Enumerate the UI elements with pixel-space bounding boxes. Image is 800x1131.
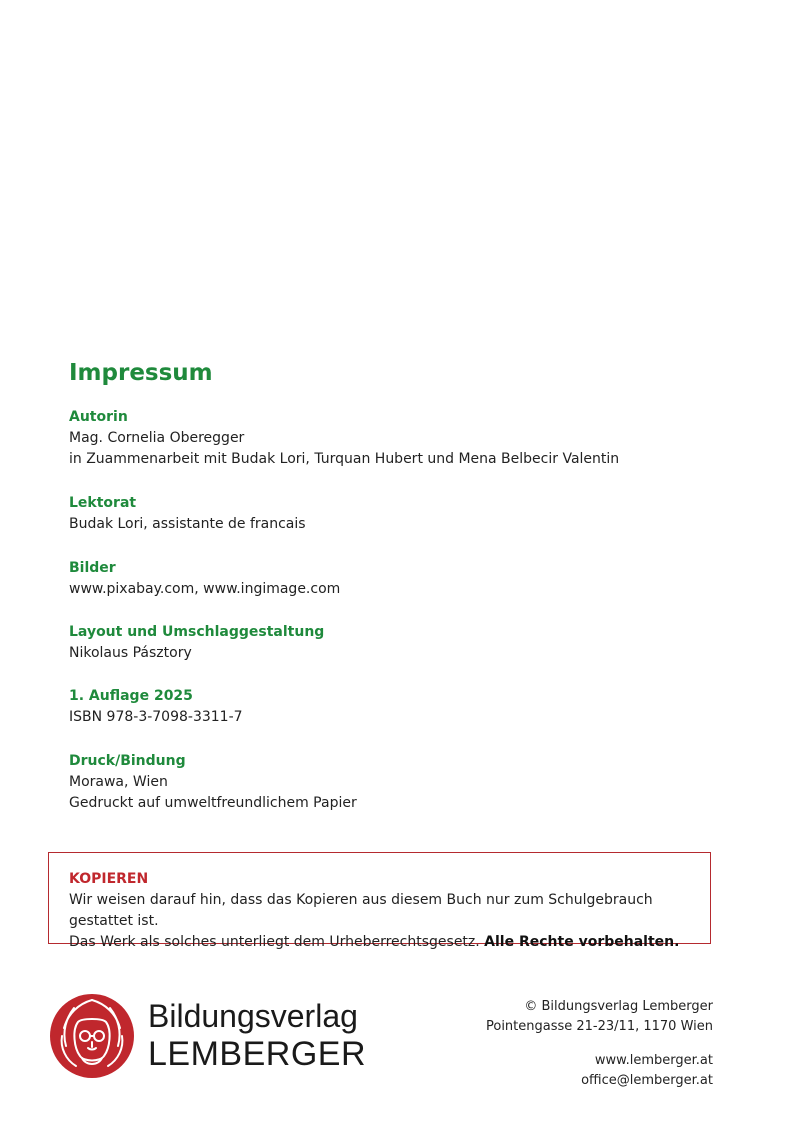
notice-line-1: Wir weisen darauf hin, dass das Kopieren aus diesem Buch nur zum Schulgebrauch gestattet ist. (69, 892, 653, 929)
copyright-line: © Bildungsverlag Lemberger (524, 999, 713, 1014)
website-link[interactable]: www.lemberger.at (594, 1053, 713, 1068)
section-line: Mag. Cornelia Oberegger (69, 430, 245, 446)
section-druck (69, 751, 357, 814)
section-line: in Zuammenarbeit mit Budak Lori, Turquan Hubert und Mena Belbecir Valentin (69, 451, 620, 467)
section-bilder (69, 558, 340, 600)
notice-line-2: Das Werk als solches unterliegt dem Urheberrechtsgesetz. (69, 934, 480, 950)
brand-name-line-1: Bildungsverlag (148, 998, 358, 1034)
section-line: Nikolaus Pásztory (69, 645, 192, 661)
brand-name-line-2: LEMBERGER (148, 1035, 366, 1073)
section-line: Gedruckt auf umweltfreundlichem Papier (69, 795, 357, 811)
publisher-logo (48, 992, 388, 1082)
section-line: Budak Lori, assistante de francais (69, 516, 306, 532)
section-heading: Druck/Bindung (69, 753, 186, 769)
notice-rights: Alle Rechte vorbehalten. (484, 934, 680, 950)
notice-heading: KOPIEREN (69, 871, 149, 887)
address-line: Pointengasse 21-23/11, 1170 Wien (485, 1019, 713, 1034)
page-title: Impressum (69, 360, 213, 386)
section-auflage (69, 686, 243, 728)
section-heading: Layout und Umschlaggestaltung (69, 624, 325, 640)
section-heading: Lektorat (69, 495, 137, 511)
section-heading: Autorin (69, 409, 128, 425)
publisher-contact (486, 997, 713, 1091)
section-layout (69, 622, 324, 664)
section-lektorat (69, 493, 306, 535)
section-line: Morawa, Wien (69, 774, 168, 790)
section-line: www.pixabay.com, www.ingimage.com (69, 581, 341, 597)
email-link[interactable]: office@lemberger.at (581, 1073, 713, 1088)
section-autorin (69, 407, 619, 470)
notice-text (69, 890, 709, 953)
section-line: ISBN 978-3-7098-3311-7 (69, 709, 243, 725)
lion-head-icon (48, 992, 136, 1080)
copy-notice-box (48, 852, 711, 950)
section-heading: Bilder (69, 560, 116, 576)
section-heading: 1. Auflage 2025 (69, 688, 193, 704)
